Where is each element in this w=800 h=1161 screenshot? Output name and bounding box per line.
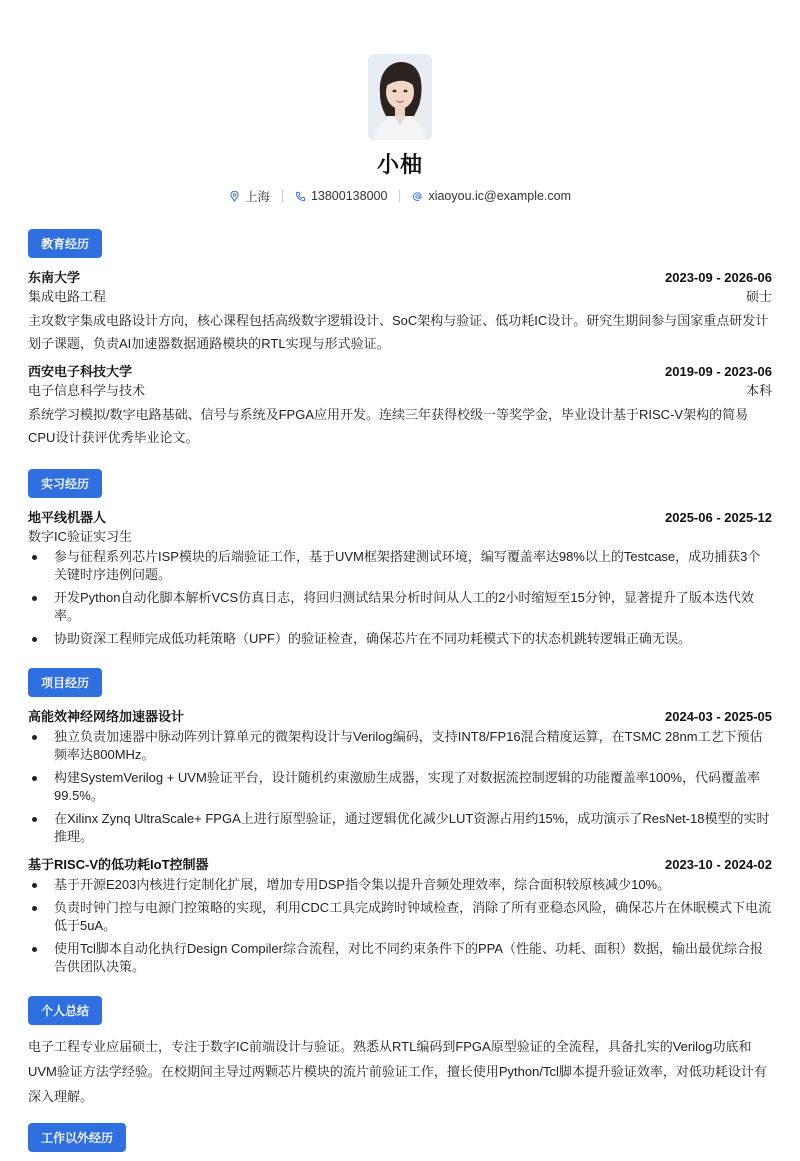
company-name: 地平线机器人 [28,510,107,525]
phone-text: 13800138000 [310,189,388,203]
section-title-extra: 工作以外经历 [28,1123,126,1152]
education-dates: 2023-09 - 2026-06 [665,270,772,285]
education-dates: 2019-09 - 2023-06 [665,364,772,379]
school-name: 西安电子科技大学 [28,364,133,379]
projects-section [28,654,772,976]
email-text[interactable]: xiaoyou.ic@example.com [428,189,572,203]
resume-header [0,0,800,205]
section-title-internship: 实习经历 [28,469,102,498]
list-item: 基于开源E203内核进行定制化扩展，增加专用DSP指令集以提升音频处理效率，综合面积较原核减少10%。 [54,876,772,894]
job-role: 数字IC验证实习生 [28,529,133,544]
extra-section [28,1109,772,1161]
at-sign-icon [412,191,423,202]
portrait-photo [368,54,432,140]
summary-text: 电子工程专业应届硕士，专注于数字IC前端设计与验证。熟悉从RTL编码到FPGA原型验证的全流程，具备扎实的Verilog功底和UVM验证方法学经验。在校期间主导过两颗芯片模块的流片前验证工作，擅长使用Python/Tcl脚本提升验证效率，对低功耗设计有深入理解。 [28,1039,767,1104]
degree: 硕士 [745,289,772,304]
map-pin-icon [229,191,240,202]
education-description: 系统学习模拟/数字电路基础、信号与系统及FPGA应用开发。连续三年获得校级一等奖学金，毕业设计基于RISC-V架构的简易CPU设计获评优秀毕业论文。 [28,407,749,445]
project-name: 基于RISC-V的低功耗IoT控制器 [28,857,209,872]
list-item: 开发Python自动化脚本解析VCS仿真日志，将回归测试结果分析时间从人工的2小时缩短至15分钟，显著提升了版本迭代效率。 [54,589,772,625]
list-item: 构建SystemVerilog + UVM验证平台，设计随机约束激励生成器，实现了对数据流控制逻辑的功能覆盖率100%，代码覆盖率99.5%。 [54,769,772,805]
education-section [28,215,772,449]
summary-section [28,982,772,1109]
candidate-name: 小柚 [376,152,423,177]
location-text: 上海 [244,190,270,204]
section-title-summary: 个人总结 [28,996,102,1025]
internship-dates: 2025-06 - 2025-12 [665,510,772,525]
list-item: 协助资深工程师完成低功耗策略（UPF）的验证检查，确保芯片在不同功耗模式下的状态机跳转逻辑正确无误。 [54,630,772,648]
location-item [217,187,282,205]
project-bullets [28,876,772,976]
major: 电子信息科学与技术 [28,383,146,398]
email-item[interactable] [400,189,583,203]
section-title-projects: 项目经历 [28,668,102,697]
internship-bullets [28,548,772,648]
education-entry [28,361,772,449]
major: 集成电路工程 [28,289,107,304]
list-item: 在Xilinx Zynq UltraScale+ FPGA上进行原型验证，通过逻辑优化减少LUT资源占用约15%，成功演示了ResNet-18模型的实时推理。 [54,810,772,846]
section-title-education: 教育经历 [28,229,102,258]
project-dates: 2023-10 - 2024-02 [665,857,772,872]
project-entry [28,706,772,846]
list-item: 使用Tcl脚本自动化执行Design Compiler综合流程，对比不同约束条件下的PPA（性能、功耗、面积）数据，输出最优综合报告供团队决策。 [54,940,772,976]
list-item: 参与征程系列芯片ISP模块的后端验证工作，基于UVM框架搭建测试环境，编写覆盖率达98%以上的Testcase，成功捕获3个关键时序违例问题。 [54,548,772,584]
internship-section [28,455,772,648]
school-name: 东南大学 [28,270,81,285]
phone-icon [295,191,306,202]
degree: 本科 [745,383,772,398]
list-item: 独立负责加速器中脉动阵列计算单元的微架构设计与Verilog编码，支持INT8/FP16混合精度运算，在TSMC 28nm工艺下预估频率达800MHz。 [54,728,772,764]
project-entry [28,854,772,976]
project-bullets [28,728,772,846]
avatar [368,54,432,140]
project-dates: 2024-03 - 2025-05 [665,709,772,724]
project-name: 高能效神经网络加速器设计 [28,709,185,724]
education-description: 主攻数字集成电路设计方向，核心课程包括高级数字逻辑设计、SoC架构与验证、低功耗IC设计。研究生期间参与国家重点研发计划子课题，负责AI加速器数据通路模块的RTL实现与形式验证。 [28,313,769,351]
list-item: 负责时钟门控与电源门控策略的实现，利用CDC工具完成跨时钟域检查，消除了所有亚稳态风险，确保芯片在休眠模式下电流低于5uA。 [54,900,772,933]
phone-item [283,189,399,203]
contact-info [0,187,800,205]
education-entry [28,267,772,355]
internship-entry [28,507,772,648]
